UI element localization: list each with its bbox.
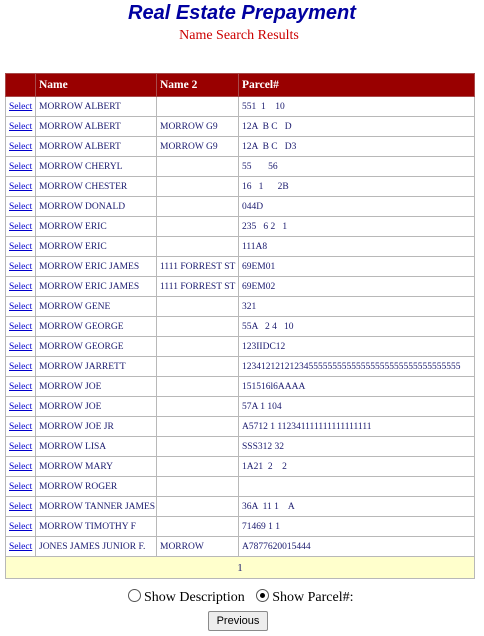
name2-cell — [157, 177, 239, 197]
table-row — [6, 177, 475, 197]
table-row — [6, 537, 475, 557]
name2-cell — [157, 97, 239, 117]
show-parcel-radio[interactable] — [256, 589, 269, 602]
name2-cell: 1111 FORREST ST — [157, 277, 239, 297]
select-link[interactable]: Select — [9, 261, 33, 272]
parcel-cell: 55 56 — [239, 157, 475, 177]
select-link[interactable]: Select — [9, 481, 33, 492]
table-row — [6, 477, 475, 497]
table-row — [6, 357, 475, 377]
name2-cell — [157, 437, 239, 457]
table-row — [6, 457, 475, 477]
parcel-cell: 551 1 10 — [239, 97, 475, 117]
name-cell: MORROW GEORGE — [36, 317, 157, 337]
select-cell — [6, 257, 36, 277]
name-cell: MORROW ERIC JAMES — [36, 277, 157, 297]
table-header-row — [6, 74, 475, 97]
name2-cell — [157, 477, 239, 497]
parcel-cell: 71469 1 1 — [239, 517, 475, 537]
name-cell: MORROW CHERYL — [36, 157, 157, 177]
name-cell: MORROW LISA — [36, 437, 157, 457]
name-cell: MORROW TANNER JAMES — [36, 497, 157, 517]
table-row — [6, 197, 475, 217]
parcel-cell: 235 6 2 1 — [239, 217, 475, 237]
parcel-cell: SSS312 32 — [239, 437, 475, 457]
table-row — [6, 337, 475, 357]
name2-cell — [157, 317, 239, 337]
column-header-select — [6, 74, 36, 97]
name2-cell — [157, 337, 239, 357]
table-row — [6, 397, 475, 417]
table-row — [6, 517, 475, 537]
name-cell: MORROW MARY — [36, 457, 157, 477]
column-header-parcel: Parcel# — [239, 74, 475, 97]
parcel-cell: 044D — [239, 197, 475, 217]
parcel-cell: 69EM02 — [239, 277, 475, 297]
select-link[interactable]: Select — [9, 361, 33, 372]
select-cell — [6, 437, 36, 457]
name-cell: MORROW GENE — [36, 297, 157, 317]
select-cell — [6, 497, 36, 517]
name-cell: MORROW GEORGE — [36, 337, 157, 357]
parcel-cell: 69EM01 — [239, 257, 475, 277]
select-cell — [6, 97, 36, 117]
table-row — [6, 277, 475, 297]
name-cell: MORROW JOE — [36, 377, 157, 397]
name2-cell: MORROW G9 — [157, 117, 239, 137]
name2-cell — [157, 297, 239, 317]
select-cell — [6, 197, 36, 217]
parcel-cell: 151516l6AAAA — [239, 377, 475, 397]
parcel-cell: 321 — [239, 297, 475, 317]
select-link[interactable]: Select — [9, 161, 33, 172]
previous-button[interactable]: Previous — [208, 611, 268, 631]
table-row — [6, 157, 475, 177]
select-cell — [6, 317, 36, 337]
table-row — [6, 317, 475, 337]
select-link[interactable]: Select — [9, 301, 33, 312]
select-cell — [6, 237, 36, 257]
name-cell: MORROW CHESTER — [36, 177, 157, 197]
show-parcel-label: Show Parcel#: — [272, 590, 354, 605]
select-cell — [6, 277, 36, 297]
show-parcel-option[interactable] — [256, 589, 353, 606]
select-link[interactable]: Select — [9, 421, 33, 432]
select-link[interactable]: Select — [9, 101, 33, 112]
name2-cell: MORROW — [157, 537, 239, 557]
select-link[interactable]: Select — [9, 461, 33, 472]
show-description-radio[interactable] — [128, 589, 141, 602]
table-row — [6, 417, 475, 437]
name2-cell: 1111 FORREST ST — [157, 257, 239, 277]
column-header-name: Name — [36, 74, 157, 97]
select-cell — [6, 377, 36, 397]
select-cell — [6, 417, 36, 437]
name-cell: MORROW JOE JR — [36, 417, 157, 437]
name2-cell — [157, 237, 239, 257]
name2-cell — [157, 497, 239, 517]
display-options — [128, 589, 361, 606]
parcel-cell: 1234121212123455555555555555555555555555555555 — [239, 357, 475, 377]
select-cell — [6, 177, 36, 197]
name-cell: MORROW JOE — [36, 397, 157, 417]
select-cell — [6, 357, 36, 377]
name2-cell — [157, 457, 239, 477]
pager-row — [6, 557, 475, 579]
table-row — [6, 437, 475, 457]
name-cell: MORROW JARRETT — [36, 357, 157, 377]
select-link[interactable]: Select — [9, 221, 33, 232]
page-title: Real Estate Prepayment — [128, 2, 356, 24]
page-number-link[interactable]: 1 — [6, 557, 475, 579]
table-row — [6, 217, 475, 237]
name-cell: MORROW ALBERT — [36, 97, 157, 117]
select-cell — [6, 137, 36, 157]
name-cell: MORROW DONALD — [36, 197, 157, 217]
table-row — [6, 237, 475, 257]
table-row — [6, 117, 475, 137]
parcel-cell: 12A B C D3 — [239, 137, 475, 157]
select-link[interactable]: Select — [9, 181, 33, 192]
parcel-cell: A5712 1 112341111111111111111 — [239, 417, 475, 437]
show-description-option[interactable] — [128, 589, 245, 606]
parcel-cell: 16 1 2B — [239, 177, 475, 197]
name2-cell — [157, 397, 239, 417]
name-cell: MORROW ROGER — [36, 477, 157, 497]
parcel-cell: 55A 2 4 10 — [239, 317, 475, 337]
select-cell — [6, 537, 36, 557]
select-link[interactable]: Select — [9, 121, 33, 132]
select-link[interactable]: Select — [9, 281, 33, 292]
select-link[interactable]: Select — [9, 441, 33, 452]
select-link[interactable]: Select — [9, 321, 33, 332]
name2-cell — [157, 517, 239, 537]
select-cell — [6, 157, 36, 177]
parcel-cell: A7877620015444 — [239, 537, 475, 557]
select-link[interactable]: Select — [9, 141, 33, 152]
name2-cell — [157, 357, 239, 377]
select-cell — [6, 477, 36, 497]
select-link[interactable]: Select — [9, 201, 33, 212]
select-link[interactable]: Select — [9, 401, 33, 412]
select-link[interactable]: Select — [9, 521, 33, 532]
select-cell — [6, 117, 36, 137]
select-cell — [6, 517, 36, 537]
name2-cell — [157, 417, 239, 437]
table-row — [6, 377, 475, 397]
name2-cell: MORROW G9 — [157, 137, 239, 157]
select-link[interactable]: Select — [9, 501, 33, 512]
name2-cell — [157, 217, 239, 237]
name-cell: MORROW ALBERT — [36, 137, 157, 157]
name2-cell — [157, 377, 239, 397]
name-cell: MORROW ERIC — [36, 237, 157, 257]
parcel-cell: 12A B C D — [239, 117, 475, 137]
name-cell: MORROW ERIC JAMES — [36, 257, 157, 277]
select-link[interactable]: Select — [9, 381, 33, 392]
name-cell: MORROW TIMOTHY F — [36, 517, 157, 537]
select-cell — [6, 297, 36, 317]
select-link[interactable]: Select — [9, 541, 33, 552]
name-cell: MORROW ERIC — [36, 217, 157, 237]
select-cell — [6, 397, 36, 417]
show-description-label: Show Description — [144, 590, 245, 605]
name2-cell — [157, 197, 239, 217]
parcel-cell: 123IIDC12 — [239, 337, 475, 357]
table-row — [6, 297, 475, 317]
table-row — [6, 137, 475, 157]
page-subtitle: Name Search Results — [179, 28, 299, 43]
table-row — [6, 497, 475, 517]
parcel-cell: 57A 1 104 — [239, 397, 475, 417]
select-link[interactable]: Select — [9, 341, 33, 352]
parcel-cell: 36A 11 1 A — [239, 497, 475, 517]
parcel-cell — [239, 477, 475, 497]
select-cell — [6, 457, 36, 477]
column-header-name2: Name 2 — [157, 74, 239, 97]
name2-cell — [157, 157, 239, 177]
parcel-cell: 111A8 — [239, 237, 475, 257]
table-row — [6, 97, 475, 117]
results-table — [5, 73, 475, 579]
select-cell — [6, 337, 36, 357]
select-cell — [6, 217, 36, 237]
parcel-cell: 1A21 2 2 — [239, 457, 475, 477]
table-row — [6, 257, 475, 277]
select-link[interactable]: Select — [9, 241, 33, 252]
name-cell: MORROW ALBERT — [36, 117, 157, 137]
results-body — [6, 97, 475, 557]
name-cell: JONES JAMES JUNIOR F. — [36, 537, 157, 557]
